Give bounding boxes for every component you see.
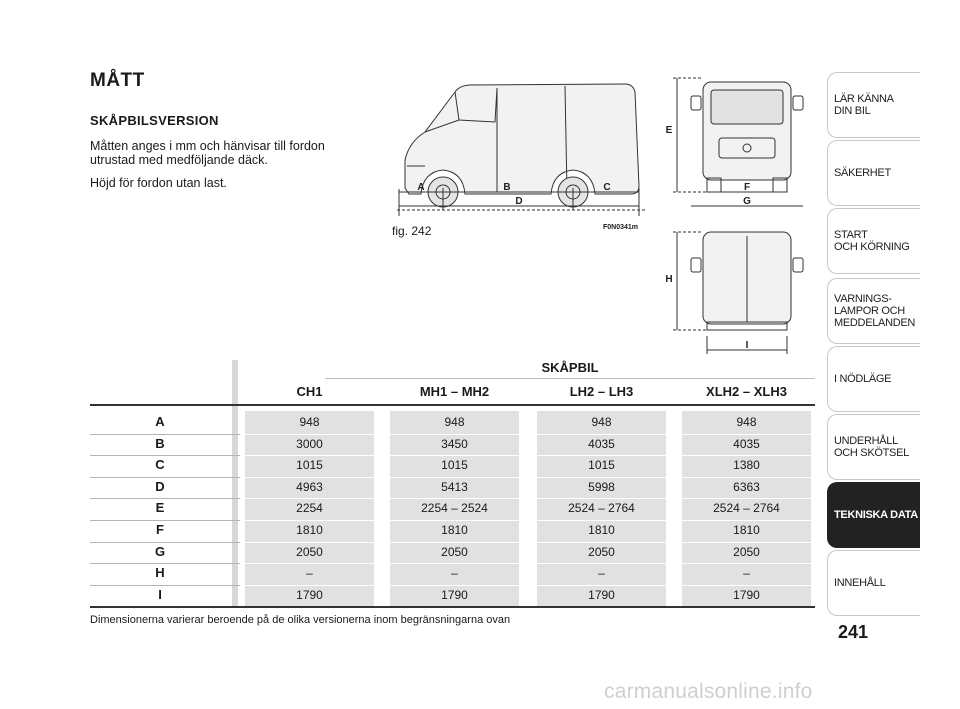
- table-divider: [325, 378, 815, 379]
- table-cell: 4035: [588, 436, 615, 451]
- table-cell: 6363: [733, 479, 760, 494]
- table-cell: 2254: [296, 501, 323, 516]
- table-cell: 1790: [441, 587, 468, 602]
- cell-divider: [537, 563, 666, 564]
- table-top-rule: [90, 404, 815, 406]
- row-label: G: [154, 543, 166, 559]
- row-label: B: [155, 435, 165, 451]
- table-cell: 948: [591, 415, 612, 429]
- row-divider: [90, 520, 240, 521]
- cell-divider: [682, 520, 811, 521]
- cell-divider: [682, 563, 811, 564]
- row-label: A: [155, 414, 165, 429]
- table-cell: 1810: [441, 523, 468, 537]
- dim-label-e: E: [665, 125, 673, 136]
- dim-label-h: H: [665, 274, 673, 285]
- sidebar-tab-label: I NÖDLÄGE: [834, 373, 892, 385]
- cell-divider: [390, 563, 519, 564]
- table-cell: 2050: [441, 544, 468, 559]
- cell-divider: [245, 477, 374, 478]
- cell-divider: [682, 585, 811, 586]
- cell-divider: [245, 498, 374, 499]
- vehicle-dimensions-figure: [385, 60, 810, 360]
- table-cell: 4035: [733, 436, 760, 451]
- cell-divider: [245, 542, 374, 543]
- dim-label-f: F: [743, 182, 751, 193]
- cell-divider: [245, 563, 374, 564]
- cell-divider: [245, 585, 374, 586]
- row-label: H: [155, 565, 165, 581]
- row-divider: [90, 434, 240, 435]
- table-cell: 5413: [441, 479, 468, 494]
- dimensions-table: [90, 360, 815, 610]
- cell-divider: [537, 455, 666, 456]
- row-label: D: [155, 478, 165, 494]
- row-divider: [90, 477, 240, 478]
- table-cell: 948: [444, 415, 465, 429]
- table-group-title: SKÅPBIL: [541, 360, 599, 375]
- cell-divider: [245, 434, 374, 435]
- dim-label-a: A: [417, 182, 425, 193]
- column-header: MH1 – MH2: [419, 384, 490, 399]
- table-cell: 1015: [441, 458, 468, 473]
- row-divider: [90, 455, 240, 456]
- cell-divider: [537, 498, 666, 499]
- row-label: F: [156, 522, 164, 537]
- sidebar-tab-label: TEKNISKA DATA: [834, 509, 918, 521]
- row-label: E: [155, 500, 165, 516]
- column-header: LH2 – LH3: [569, 384, 634, 399]
- sidebar-tab-label: SÄKERHET: [834, 167, 891, 179]
- sidebar-tab[interactable]: [827, 72, 920, 138]
- page-number: 241: [838, 622, 869, 642]
- table-shade: [232, 360, 238, 608]
- row-label: I: [158, 586, 162, 602]
- table-cell: 1790: [296, 587, 323, 602]
- table-cell: 1810: [588, 523, 615, 537]
- table-bottom-rule: [90, 606, 815, 608]
- section-subtitle: SKÅPBILSVERSION: [90, 113, 219, 128]
- table-cell: 2050: [733, 544, 760, 559]
- table-footnote: Dimensionerna varierar beroende på de olika versionerna inom begränsningarna ovan: [90, 614, 511, 626]
- dim-label-b: B: [503, 182, 511, 193]
- cell-divider: [537, 477, 666, 478]
- sidebar-tab-label: INNEHÅLL: [834, 577, 886, 589]
- table-cell: –: [306, 566, 313, 581]
- figure-code: F0N0341m: [603, 224, 639, 231]
- sidebar-tab-label: LÄR KÄNNA DIN BIL: [834, 93, 894, 117]
- sidebar-tab[interactable]: [827, 208, 920, 274]
- column-header: XLH2 – XLH3: [706, 384, 787, 399]
- sidebar-tab[interactable]: [827, 414, 920, 480]
- table-cell: 1810: [296, 523, 323, 537]
- table-cell: –: [743, 566, 750, 581]
- cell-divider: [390, 455, 519, 456]
- sidebar-tab[interactable]: [827, 550, 920, 616]
- cell-divider: [682, 477, 811, 478]
- table-cell: 3000: [296, 436, 323, 451]
- table-cell: 948: [736, 415, 757, 429]
- table-cell: –: [598, 566, 605, 581]
- table-cell: 1810: [733, 523, 760, 537]
- dim-label-d: D: [515, 196, 523, 207]
- cell-divider: [682, 498, 811, 499]
- table-cell: 2524 – 2764: [568, 501, 635, 516]
- cell-divider: [390, 477, 519, 478]
- cell-divider: [682, 455, 811, 456]
- table-cell: 1790: [733, 587, 760, 602]
- cell-divider: [682, 434, 811, 435]
- page-title: MÅTT: [90, 70, 145, 91]
- cell-divider: [682, 542, 811, 543]
- dim-label-g: G: [743, 196, 751, 207]
- table-cell: 4963: [296, 479, 323, 494]
- cell-divider: [390, 520, 519, 521]
- sidebar-tab[interactable]: [827, 278, 920, 344]
- table-cell: 2050: [296, 544, 323, 559]
- cell-divider: [537, 520, 666, 521]
- row-divider: [90, 542, 240, 543]
- table-cell: 2524 – 2764: [713, 501, 780, 516]
- sidebar-tab[interactable]: [827, 482, 920, 548]
- dim-label-i: I: [745, 340, 749, 351]
- intro-text: Måtten anges i mm och hänvisar till fordon utrustad med medföljande däck.: [90, 139, 325, 167]
- sidebar-tab[interactable]: [827, 346, 920, 412]
- cell-divider: [537, 585, 666, 586]
- sidebar-tab-label: VARNINGS- LAMPOR OCH MEDDELANDEN: [834, 293, 916, 329]
- table-cell: 2254 – 2524: [421, 501, 488, 516]
- cell-divider: [390, 498, 519, 499]
- cell-divider: [390, 585, 519, 586]
- cell-divider: [390, 434, 519, 435]
- dim-label-c: C: [603, 182, 611, 193]
- cell-divider: [245, 455, 374, 456]
- table-cell: 1380: [733, 458, 760, 473]
- table-cell: 1790: [588, 587, 615, 602]
- table-cell: 5998: [588, 479, 615, 494]
- table-cell: –: [451, 566, 458, 581]
- sidebar-tab-label: UNDERHÅLL OCH SKÖTSEL: [834, 435, 909, 459]
- sidebar-tab-label: START OCH KÖRNING: [834, 229, 910, 253]
- table-cell: 1015: [588, 458, 615, 473]
- cell-divider: [537, 434, 666, 435]
- sidebar-tab[interactable]: [827, 140, 920, 206]
- row-divider: [90, 585, 240, 586]
- figure-caption: fig. 242: [392, 224, 432, 238]
- cell-divider: [245, 520, 374, 521]
- cell-divider: [537, 542, 666, 543]
- table-cell: 2050: [588, 544, 615, 559]
- row-label: C: [155, 457, 165, 473]
- table-cell: 1015: [296, 458, 323, 473]
- table-cell: 3450: [441, 436, 468, 451]
- intro-text-2: Höjd för fordon utan last.: [90, 176, 227, 190]
- watermark: carmanualsonline.info: [604, 680, 813, 703]
- table-cell: 948: [299, 415, 320, 429]
- row-divider: [90, 498, 240, 499]
- cell-divider: [390, 542, 519, 543]
- row-divider: [90, 563, 240, 564]
- column-header: CH1: [296, 384, 323, 399]
